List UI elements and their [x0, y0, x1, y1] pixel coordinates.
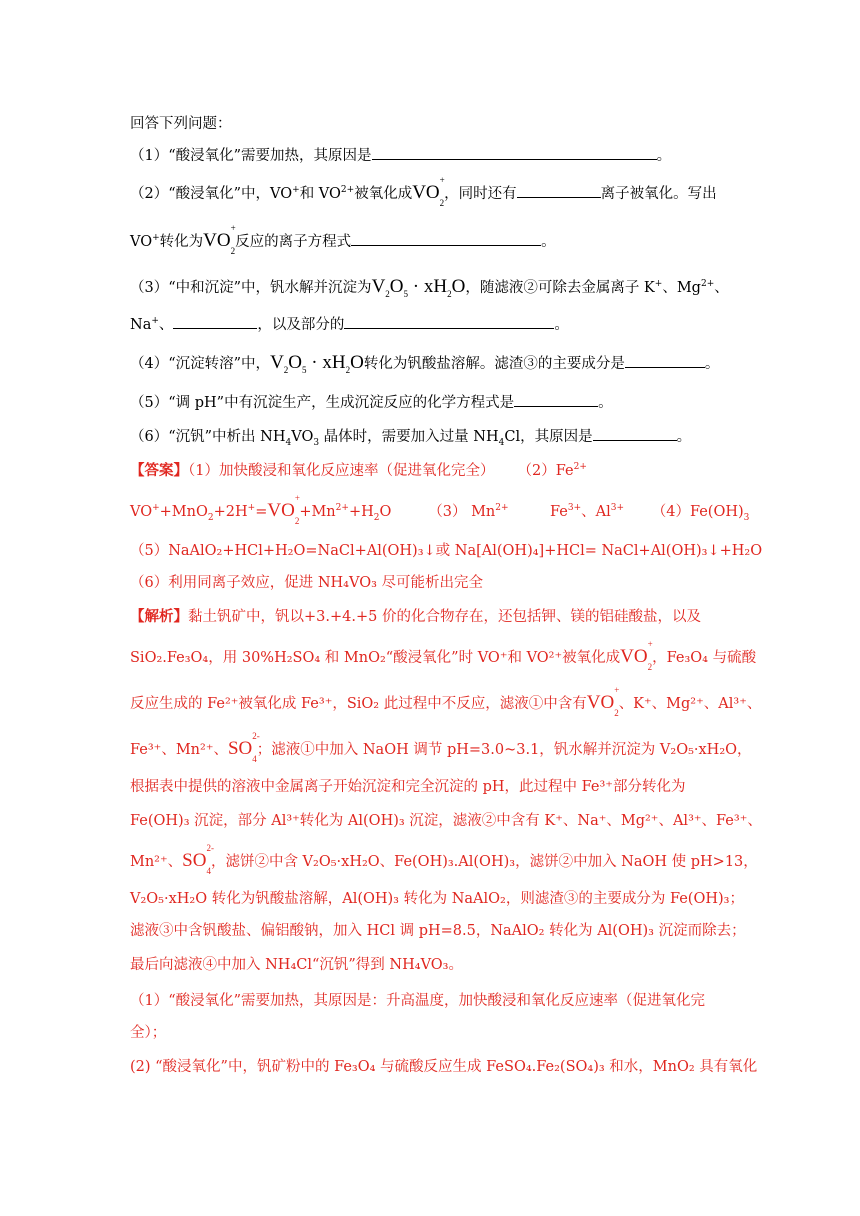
answer-blank — [593, 426, 677, 441]
question-2-line-2: VO+转化为VO + $_2$反应的离子方程式 。 — [130, 223, 556, 256]
answer-line-3: （5）NaAlO₂+HCl+H₂O=NaCl+Al(OH)₃↓或 Na[Al(OH)₄]+HCl= NaCl+Al(OH)₃↓+H₂O — [130, 543, 763, 559]
analysis-line-9: 滤液③中含钒酸盐、偏铝酸钠，加入 HCl 调 pH=8.5，NaAlO₂ 转化为 Al(OH)₃ 沉淀而除去； — [130, 923, 746, 939]
question-3-line-2: Na+、 ，以及部分的 。 — [130, 314, 740, 336]
answer-line-2: VO++MnO$_2$+2H+=VO + $_2+Mn^{2+}+H_2O$ （3） $Mn^{2+}$ $Fe^{3+}$、$Al^{3+}$ $(4)Fe(OH)_3$ — [130, 493, 750, 526]
vo2-plus-formula: VO + $_2$ — [203, 223, 236, 256]
v2o5-xh2o-formula: $V_2O_5 \cdot xH_2O$ — [270, 352, 364, 375]
analysis-line-10: 最后向滤液④中加入 NH₄Cl“沉钒”得到 NH₄VO₃。 — [130, 957, 463, 973]
answer-blank — [517, 183, 601, 198]
intro-line: 回答下列问题： — [130, 116, 232, 132]
analysis-line-5: 根据表中提供的溶液中金属离子开始沉淀和完全沉淀的 pH，此过程中 Fe³⁺部分转化为 — [130, 779, 686, 795]
analysis-line-1: 【解析】黏土钒矿中，钒以+3.+4.+5 价的化合物存在，还包括钾、镁的铝硅酸盐，以及 — [130, 608, 701, 625]
vo2-plus-formula: VO + $_2$ — [620, 639, 653, 672]
answer-line-4: （6）利用同离子效应，促进 NH₄VO₃ 尽可能析出完全 — [130, 575, 484, 591]
question-6: （6）“沉钒”中析出 $NH_4VO_3$ 晶体时，需要加入过量 $NH_4Cl$，其原因是 。 — [130, 426, 740, 448]
vo2-plus-formula: VO + $_2$ — [586, 685, 620, 718]
answer-blank — [514, 392, 598, 407]
analysis-line-4: Fe³⁺、Mn²⁺、SO 2- $_4$；滤液①中加入 NaOH 调节 pH=3.0~3.1，钒水解并沉淀为 V₂O₅·xH₂O， — [130, 731, 752, 764]
v2o5-xh2o-formula: $V_2O_5 \cdot xH_2O$ — [371, 276, 466, 299]
vo2-plus-formula: VO + $_2$ — [267, 493, 300, 526]
question-1: （1）“酸浸氧化”需要加热，其原因是 。 — [130, 145, 740, 167]
answer-blank — [372, 145, 657, 160]
analysis-line-3: 反应生成的 Fe²⁺被氧化成 Fe³⁺，SiO₂ 此过程中不反应，滤液①中含有VO + $_2$、K⁺、Mg²⁺、Al³⁺、 — [130, 685, 762, 718]
analysis-line-6: Fe(OH)₃ 沉淀，部分 Al³⁺转化为 Al(OH)₃ 沉淀，滤液②中含有 K⁺、Na⁺、Mg²⁺、Al³⁺、Fe³⁺、 — [130, 813, 762, 829]
analysis-line-11: （1）“酸浸氧化”需要加热，其原因是：升高温度，加快酸浸和氧化反应速率（促进氧化完 — [130, 993, 706, 1009]
analysis-line-12: 全）； — [130, 1025, 167, 1041]
question-5: （5）“调 pH”中有沉淀生产，生成沉淀反应的化学方程式是 。 — [130, 392, 740, 414]
answer-blank — [351, 231, 541, 246]
analysis-label: 【解析】 — [130, 608, 188, 625]
answer-label: 【答案】 — [130, 462, 188, 479]
answer-blank — [625, 353, 705, 368]
answer-line-1: 【答案】（1）加快酸浸和氧化反应速率（促进氧化完全） $(2)Fe^{2+}$ — [130, 462, 587, 479]
analysis-line-2: SiO₂.Fe₃O₄，用 30%H₂SO₄ 和 MnO₂“酸浸氧化”时 VO⁺和 VO²⁺被氧化成VO + $_2$，Fe₃O₄ 与硫酸 — [130, 639, 757, 672]
analysis-line-8: V₂O₅·xH₂O 转化为钒酸盐溶解，Al(OH)₃ 转化为 NaAlO₂，则滤渣③的主要成分为 Fe(OH)₃； — [130, 891, 744, 907]
vo2-plus-formula: VO + $_2$ — [412, 175, 445, 208]
so4-formula: SO 2- $_4$ — [227, 731, 260, 764]
question-4: （4）“沉淀转溶”中，$V_2O_5 \cdot xH_2O$转化为钒酸盐溶解。滤渣③的主要成分是 。 — [130, 352, 720, 375]
answer-blank — [344, 314, 554, 329]
analysis-line-7: Mn²⁺、SO 2- $_4$，滤饼②中含 V₂O₅·xH₂O、Fe(OH)₃.Al(OH)₃，滤饼②中加入 NaOH 使 pH>13， — [130, 843, 758, 876]
so4-formula: SO 2- $_4$ — [182, 843, 214, 876]
analysis-line-13: (2) “酸浸氧化”中，钒矿粉中的 Fe₃O₄ 与硫酸反应生成 FeSO₄.Fe₂(SO₄)₃ 和水，MnO₂ 具有氧化 — [130, 1059, 758, 1075]
question-3-line-1: （3）“中和沉淀”中，钒水解并沉淀为$V_2O_5 \cdot xH_2O$，随滤液②可除去金属离子 K+、$Mg^{2+}$、 — [130, 276, 729, 299]
question-2-line-1: （2）“酸浸氧化”中，VO+和 $VO^{2+}$被氧化成VO + $_2$，同时还有 离子被氧化。写出 — [130, 175, 717, 208]
answer-blank — [173, 314, 257, 329]
